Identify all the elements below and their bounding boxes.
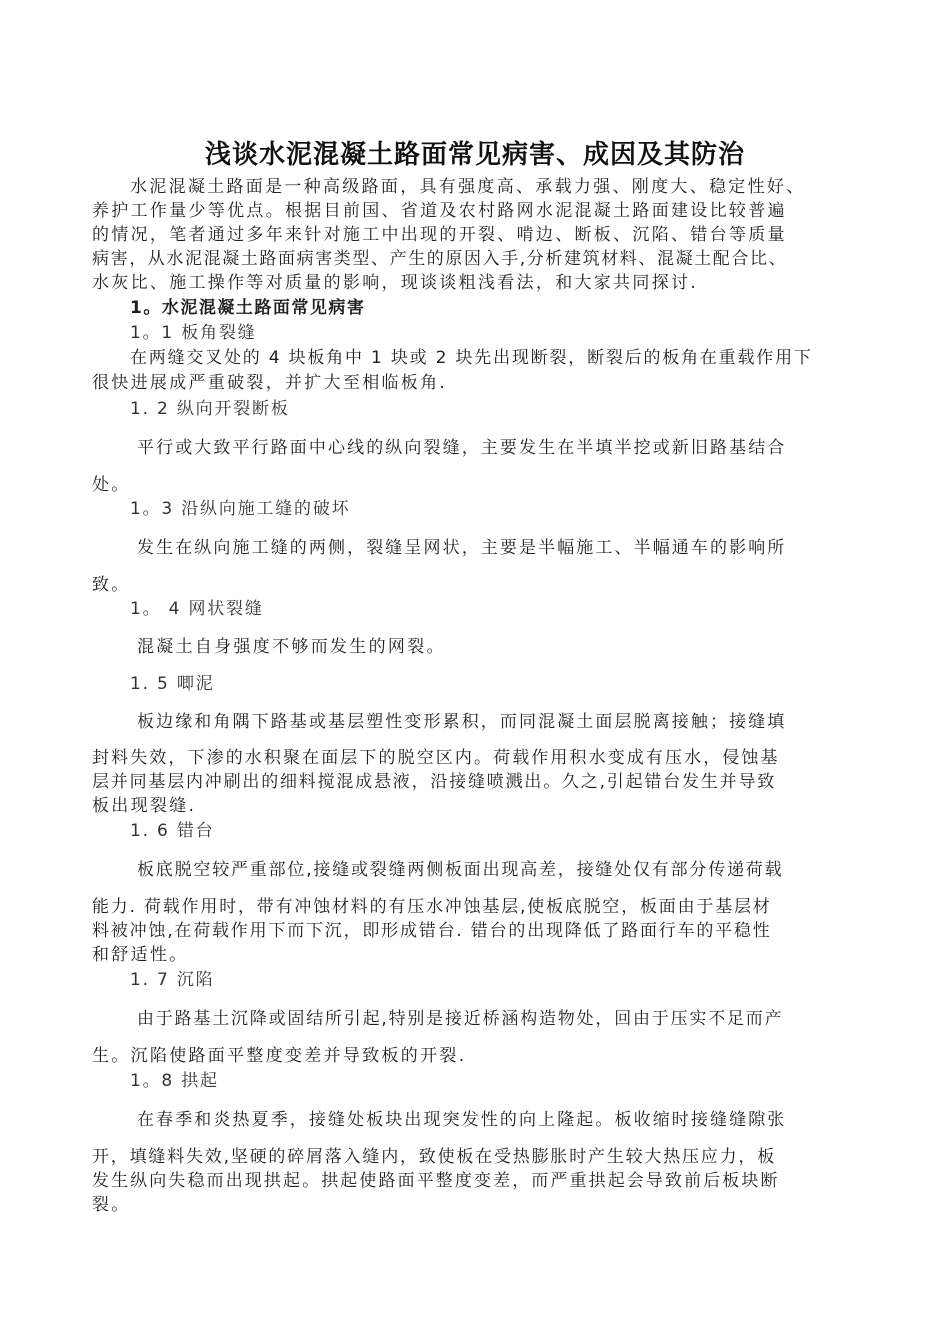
text-line: 处。 (92, 475, 131, 495)
text-line: 开，填缝料失效,坚硬的碎屑落入缝内，致使板在受热膨胀时产生较大热压应力，板 (92, 1147, 777, 1167)
text-line: 致。 (92, 575, 131, 595)
text-line: 由于路基土沉降或固结所引起,特别是接近桥涵构造物处，回由于压实不足而产 (137, 1009, 784, 1029)
text-line: 在春季和炎热夏季，接缝处板块出现突发性的向上隆起。板收缩时接缝缝隙张 (137, 1110, 787, 1130)
text-line: 发生纵向失稳而出现拱起。拱起使路面平整度变差，而严重拱起会导致前后板块断 (92, 1171, 780, 1191)
text-line: 混凝土自身强度不够而发生的网裂。 (137, 637, 446, 657)
text-line: 板出现裂缝. (92, 796, 197, 816)
text-line: 封料失效，下渗的水积聚在面层下的脱空区内。荷载作用积水变成有压水，侵蚀基 (92, 748, 780, 768)
document-title: 浅谈水泥混凝土路面常见病害、成因及其防治 (204, 140, 745, 170)
text-line: 层并同基层内冲刷出的细料搅混成悬液，沿接缝喷溅出。久之,引起错台发生并导致 (92, 772, 777, 792)
text-line: 板底脱空较严重部位,接缝或裂缝两侧板面出现高差，接缝处仅有部分传递荷载 (137, 860, 784, 880)
subsection-heading: 1. 2 纵向开裂断板 (130, 399, 290, 419)
text-line: 能力. 荷载作用时，带有冲蚀材料的有压水冲蚀基层,使板底脱空，板面由于基层材 (92, 897, 772, 917)
section-heading: 1。水泥混凝土路面常见病害 (130, 298, 366, 318)
text-line: 生。沉陷使路面平整度变差并导致板的开裂. (92, 1046, 467, 1066)
text-line: 病害，从水泥混凝土路面病害类型、产生的原因入手,分析建筑材料、混凝土配合比、 (92, 249, 788, 269)
text-line: 和舒适性。 (92, 945, 189, 965)
text-line: 料被冲蚀,在荷载作用下而下沉，即形成错台. 错台的出现降低了路面行车的平稳性 (92, 921, 772, 941)
subsection-heading: 1. 7 沉陷 (130, 970, 215, 990)
text-line: 板边缘和角隅下路基或基层塑性变形累积，而同混凝土面层脱离接触；接缝填 (137, 712, 787, 732)
subsection-heading: 1。 4 网状裂缝 (130, 599, 264, 619)
text-line: 水泥混凝土路面是一种高级路面，具有强度高、承载力强、刚度大、稳定性好、 (130, 177, 806, 197)
text-line: 很快进展成严重破裂，并扩大至相临板角. (92, 373, 448, 393)
subsection-heading: 1。1 板角裂缝 (130, 323, 257, 343)
text-line: 水灰比、施工操作等对质量的影响，现谈谈粗浅看法，和大家共同探讨. (92, 273, 699, 293)
text-line: 发生在纵向施工缝的两侧，裂缝呈网状，主要是半幅施工、半幅通车的影响所 (137, 538, 787, 558)
text-line: 养护工作量少等优点。根据目前国、省道及农村路网水泥混凝土路面建设比较普遍 (92, 201, 787, 221)
text-line: 裂。 (92, 1195, 131, 1215)
subsection-heading: 1。3 沿纵向施工缝的破坏 (130, 499, 351, 519)
text-line: 在两缝交叉处的 4 块板角中 1 块或 2 块先出现断裂，断裂后的板角在重载作用下 (130, 348, 813, 368)
text-line: 的情况，笔者通过多年来针对施工中出现的开裂、啃边、断板、沉陷、错台等质量 (92, 225, 787, 245)
subsection-heading: 1. 6 错台 (130, 821, 215, 841)
subsection-heading: 1. 5 唧泥 (130, 674, 215, 694)
text-line: 平行或大致平行路面中心线的纵向裂缝，主要发生在半填半挖或新旧路基结合 (137, 438, 787, 458)
subsection-heading: 1。8 拱起 (130, 1071, 219, 1091)
